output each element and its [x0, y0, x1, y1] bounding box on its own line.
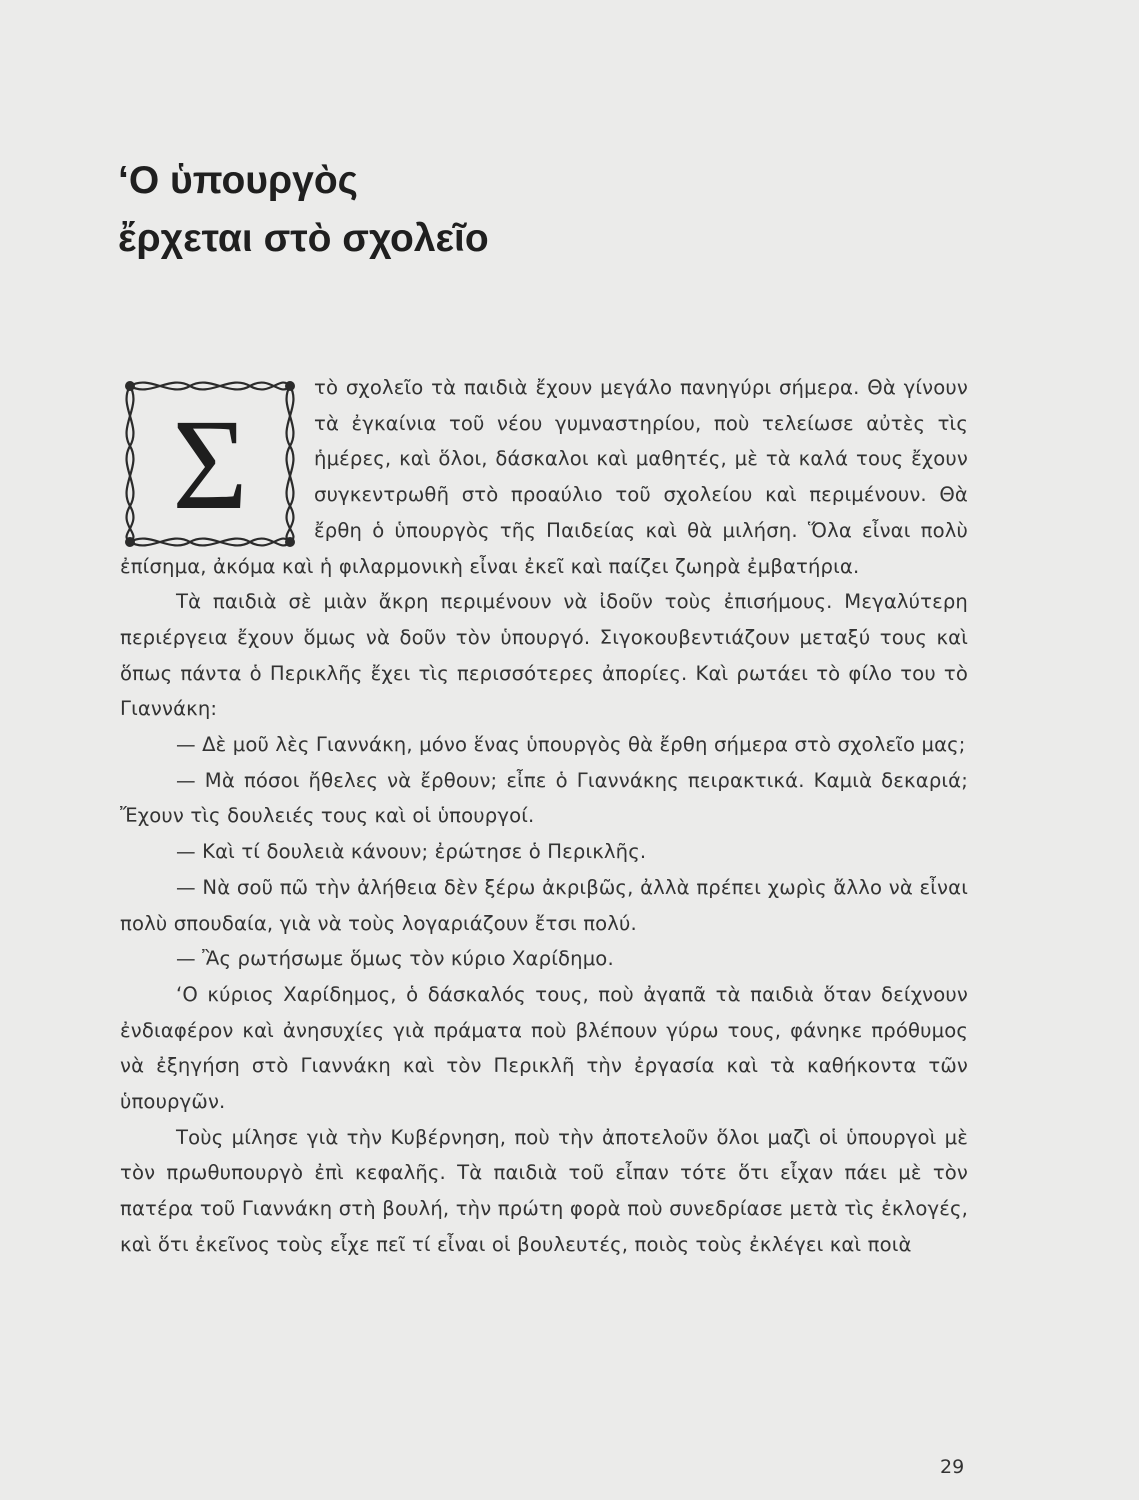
- paragraph-3: — Δὲ μοῦ λὲς Γιαννάκη, μόνο ἕνας ὑπουργὸς θὰ ἔρθη σήμερα στὸ σχολεῖο μας;: [176, 733, 966, 757]
- chapter-title: [118, 152, 489, 268]
- paragraph-4: — Μὰ πόσοι ἤθελες νὰ ἔρθουν; εἶπε ὁ Γιαννάκης πειρακτικά. Καμιὰ δεκαριά; Ἔχουν τὶς δουλειές τους καὶ οἱ ὑπουργοί.: [120, 768, 968, 828]
- body-text: [120, 370, 968, 1263]
- paragraph-9: Τοὺς μίλησε γιὰ τὴν Κυβέρνηση, ποὺ τὴν ἀποτελοῦν ὅλοι μαζὶ οἱ ὑπουργοὶ μὲ τὸν πρωθυπουργὸ ἐπὶ κεφαλῆς. Τὰ παιδιὰ τοῦ εἶπαν τότε ὅτι εἶχαν πάει μὲ τὸν πατέρα τοῦ Γιαννάκη στὴ βουλή, τὴν πρώτη φορὰ ποὺ συνεδρίασε μετὰ τὶς ἐκλογές, καὶ ὅτι ἐκεῖνος τοὺς εἶχε πεῖ τί εἶναι οἱ βουλευτές, ποιὸς τοὺς ἐκλέγει καὶ ποιὰ: [120, 1125, 968, 1256]
- paragraph-2: Τὰ παιδιὰ σὲ μιὰν ἄκρη περιμένουν νὰ ἰδοῦν τοὺς ἐπισήμους. Μεγαλύτερη περιέργεια ἔχουν ὅμως νὰ δοῦν τὸν ὑπουργό. Σιγοκουβεντιάζουν μεταξύ τους καὶ ὅπως πάντα ὁ Περικλῆς ἔχει τὶς περισσότερες ἀπορίες. Καὶ ρωτάει τὸ φίλο του τὸ Γιαννάκη:: [120, 590, 968, 721]
- paragraph-1: τὸ σχολεῖο τὰ παιδιὰ ἔχουν μεγάλο πανηγύρι σήμερα. Θὰ γίνουν τὰ ἐγκαίνια τοῦ νέου γυμναστηρίου, ποὺ τελείωσε αὐτὲς τὶς ἡμέρες, καὶ ὅλοι, δάσκαλοι καὶ μαθητές, μὲ τὰ καλά τους ἔχουν συγκεντρωθῆ στὸ προαύλιο τοῦ σχολείου καὶ περιμένουν. Θὰ ἔρθη ὁ ὑπουργὸς τῆς Παιδείας καὶ θὰ μιλήση. Ὅλα εἶναι πολὺ ἐπίσημα, ἀκόμα καὶ ἡ φιλαρμονικὴ εἶναι ἐκεῖ καὶ παίζει ζωηρὰ ἐμβατήρια.: [120, 376, 968, 578]
- paragraph-6: — Νὰ σοῦ πῶ τὴν ἀλήθεια δὲν ξέρω ἀκριβῶς, ἀλλὰ πρέπει χωρὶς ἄλλο νὰ εἶναι πολὺ σπουδαία, γιὰ νὰ τοὺς λογαριάζουν ἔτσι πολύ.: [120, 875, 968, 935]
- chapter-title-line-1: ‘Ο ὑπουργὸς: [118, 159, 358, 202]
- paragraph-7: — Ἂς ρωτήσωμε ὅμως τὸν κύριο Χαρίδημο.: [176, 947, 614, 971]
- page-number: 29: [940, 1456, 965, 1478]
- chapter-title-line-2: ἔρχεται στὸ σχολεῖο: [118, 217, 489, 260]
- drop-cap-letter: Σ: [172, 393, 248, 537]
- paragraph-8: ‘Ο κύριος Χαρίδημος, ὁ δάσκαλός τους, ποὺ ἀγαπᾶ τὰ παιδιὰ ὅταν δείχνουν ἐνδιαφέρον καὶ ἀνησυχίες γιὰ πράματα ποὺ βλέπουν γύρω τους, φάνηκε πρόθυμος νὰ ἐξηγήση στὸ Γιαννάκη καὶ τὸν Περικλῆ τὴν ἐργασία καὶ τὰ καθήκοντα τῶν ὑπουργῶν.: [120, 982, 968, 1114]
- drop-cap-spacer: [120, 370, 314, 548]
- paragraph-5: — Καὶ τί δουλειὰ κάνουν; ἐρώτησε ὁ Περικλῆς.: [176, 840, 647, 864]
